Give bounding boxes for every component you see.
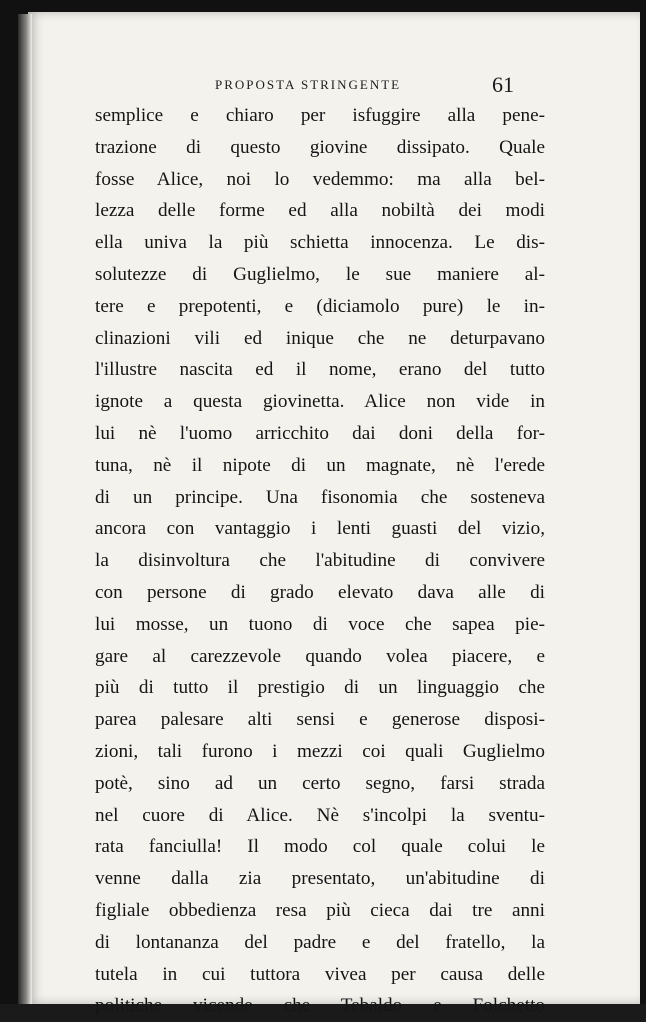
- body-text: [95, 100, 545, 1022]
- text-line: la disinvoltura che l'abitudine di convivere: [95, 550, 545, 572]
- text-line: gare al carezzevole quando volea piacere, e: [95, 645, 545, 667]
- page-header: [28, 72, 640, 102]
- text-line: l'illustre nascita ed il nome, erano del tutto: [95, 359, 545, 381]
- text-line: lezza delle forme ed alla nobiltà dei modi: [95, 200, 545, 222]
- text-line: lui nè l'uomo arricchito dai doni della for-: [95, 422, 545, 444]
- text-line: solutezze di Guglielmo, le sue maniere al-: [95, 263, 545, 285]
- text-line: politiche vicende che Tebaldo e Folchetto: [95, 995, 545, 1017]
- page-sheet: [28, 12, 640, 1017]
- text-line: tuna, nè il nipote di un magnate, nè l'erede: [95, 454, 545, 476]
- text-line: di lontananza del padre e del fratello, la: [95, 931, 545, 953]
- text-line: potè, sino ad un certo segno, farsi strada: [95, 772, 545, 794]
- text-line: ella univa la più schietta innocenza. Le dis-: [95, 232, 545, 254]
- text-line: venne dalla zia presentato, un'abitudine di: [95, 868, 545, 890]
- page-number: 61: [492, 72, 514, 97]
- running-head: PROPOSTA STRINGENTE: [215, 77, 402, 92]
- text-line: tere e prepotenti, e (diciamolo pure) le in-: [95, 295, 545, 317]
- text-line: figliale obbedienza resa più cieca dai tre anni: [95, 899, 545, 921]
- text-line: semplice e chiaro per isfuggire alla pene-: [95, 105, 545, 126]
- text-line: trazione di questo giovine dissipato. Quale: [95, 136, 545, 158]
- text-line: con persone di grado elevato dava alle di: [95, 581, 545, 603]
- book-gutter: [18, 14, 32, 1004]
- text-line: tutela in cui tuttora vivea per causa delle: [95, 963, 545, 985]
- text-line: fosse Alice, noi lo vedemmo: ma alla bel-: [95, 168, 545, 190]
- text-line: più di tutto il prestigio di un linguaggio che: [95, 677, 545, 699]
- text-line: rata fanciulla! Il modo col quale colui le: [95, 836, 545, 858]
- text-line: ignote a questa giovinetta. Alice non vide in: [95, 391, 545, 413]
- text-line: lui mosse, un tuono di voce che sapea pie-: [95, 613, 545, 635]
- text-line: di un principe. Una fisonomia che sosteneva: [95, 486, 545, 508]
- text-line: nel cuore di Alice. Nè s'incolpi la sventu-: [95, 804, 545, 826]
- text-line: clinazioni vili ed inique che ne deturpavano: [95, 327, 545, 349]
- text-line: parea palesare alti sensi e generose disposi-: [95, 709, 545, 731]
- text-line: zioni, tali furono i mezzi coi quali Guglielmo: [95, 740, 545, 762]
- text-line: ancora con vantaggio i lenti guasti del vizio,: [95, 518, 545, 540]
